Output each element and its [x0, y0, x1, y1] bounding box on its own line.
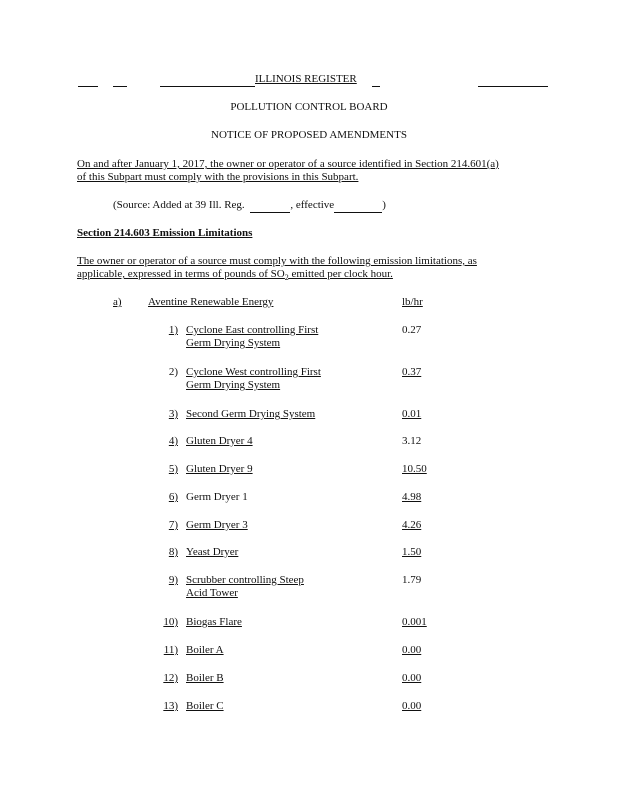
- facility-label: a): [113, 296, 122, 308]
- item-number: 13): [163, 700, 178, 712]
- item-number: 6): [168, 491, 178, 503]
- header-blank-2: [113, 86, 127, 87]
- item-name: Gluten Dryer 9: [186, 463, 253, 475]
- item-name-cont: Acid Tower: [186, 587, 238, 599]
- item-name: Cyclone East controlling First: [186, 324, 319, 336]
- item-name-cont: Germ Drying System: [186, 379, 281, 391]
- header-blank-1: [78, 86, 98, 87]
- item-value: 0.01: [402, 408, 422, 420]
- section-para-line-2: [77, 268, 393, 284]
- item-name: Cyclone West controlling First: [186, 366, 321, 378]
- item-number: 8): [168, 546, 178, 558]
- item-name: Germ Dryer 1: [186, 491, 248, 503]
- item-value: 10.50: [402, 463, 427, 475]
- item-name-cont: Germ Drying System: [186, 337, 281, 349]
- item-number: 7): [168, 519, 178, 531]
- section-para-line-1: The owner or operator of a source must comply with the following emission limitations, as: [77, 255, 477, 267]
- item-number: 11): [163, 644, 178, 656]
- source-effective-blank: [334, 199, 382, 213]
- item-name: Yeast Dryer: [186, 546, 239, 558]
- item-number: 9): [168, 574, 178, 586]
- header-blank-5: [478, 86, 548, 87]
- facility-name: Aventine Renewable Energy: [148, 296, 274, 308]
- item-value: 0.00: [402, 672, 422, 684]
- header-blank-3: [160, 86, 255, 87]
- source-note-middle: , effective: [290, 199, 335, 211]
- item-number: 4): [168, 435, 178, 447]
- item-value: 0.27: [402, 324, 422, 336]
- item-value: 4.98: [402, 491, 422, 503]
- item-name: Second Germ Drying System: [186, 408, 316, 420]
- intro-line-1: On and after January 1, 2017, the owner or operator of a source identified in Section 214.601(a): [77, 158, 499, 170]
- item-value: 0.001: [402, 616, 427, 628]
- board-name: POLLUTION CONTROL BOARD: [230, 101, 388, 113]
- section-para-line-2-end: emitted per clock hour.: [288, 268, 393, 280]
- item-name: Germ Dryer 3: [186, 519, 248, 531]
- register-title: ILLINOIS REGISTER: [255, 73, 357, 85]
- item-value: 1.50: [402, 546, 422, 558]
- item-number: 12): [163, 672, 178, 684]
- source-note-prefix: (Source: Added at 39 Ill. Reg.: [113, 199, 245, 211]
- item-name: Boiler A: [186, 644, 224, 656]
- so2-subscript: 2: [284, 273, 289, 283]
- facility-unit: lb/hr: [402, 296, 423, 308]
- intro-line-2: of this Subpart must comply with the provisions in this Subpart.: [77, 171, 359, 183]
- item-number: 2): [168, 366, 178, 378]
- source-note: [113, 199, 386, 213]
- source-note-suffix: ): [382, 199, 386, 211]
- section-para-line-2-text: applicable, expressed in terms of pounds of SO: [77, 268, 285, 280]
- item-value: 0.37: [402, 366, 422, 378]
- item-value: 0.00: [402, 700, 422, 712]
- item-number: 1): [168, 324, 178, 336]
- item-value: 0.00: [402, 644, 422, 656]
- item-number: 3): [168, 408, 178, 420]
- item-name: Scrubber controlling Steep: [186, 574, 304, 586]
- item-value: 4.26: [402, 519, 422, 531]
- item-number: 5): [168, 463, 178, 475]
- item-name: Boiler B: [186, 672, 224, 684]
- section-heading: Section 214.603 Emission Limitations: [77, 227, 253, 239]
- item-value: 1.79: [402, 574, 422, 586]
- item-name: Biogas Flare: [186, 616, 242, 628]
- notice-title: NOTICE OF PROPOSED AMENDMENTS: [211, 129, 407, 141]
- item-name: Boiler C: [186, 700, 224, 712]
- item-name: Gluten Dryer 4: [186, 435, 253, 447]
- item-value: 3.12: [402, 435, 422, 447]
- source-reg-blank: [250, 199, 290, 213]
- header-blank-4: [372, 86, 380, 87]
- item-number: 10): [163, 616, 178, 628]
